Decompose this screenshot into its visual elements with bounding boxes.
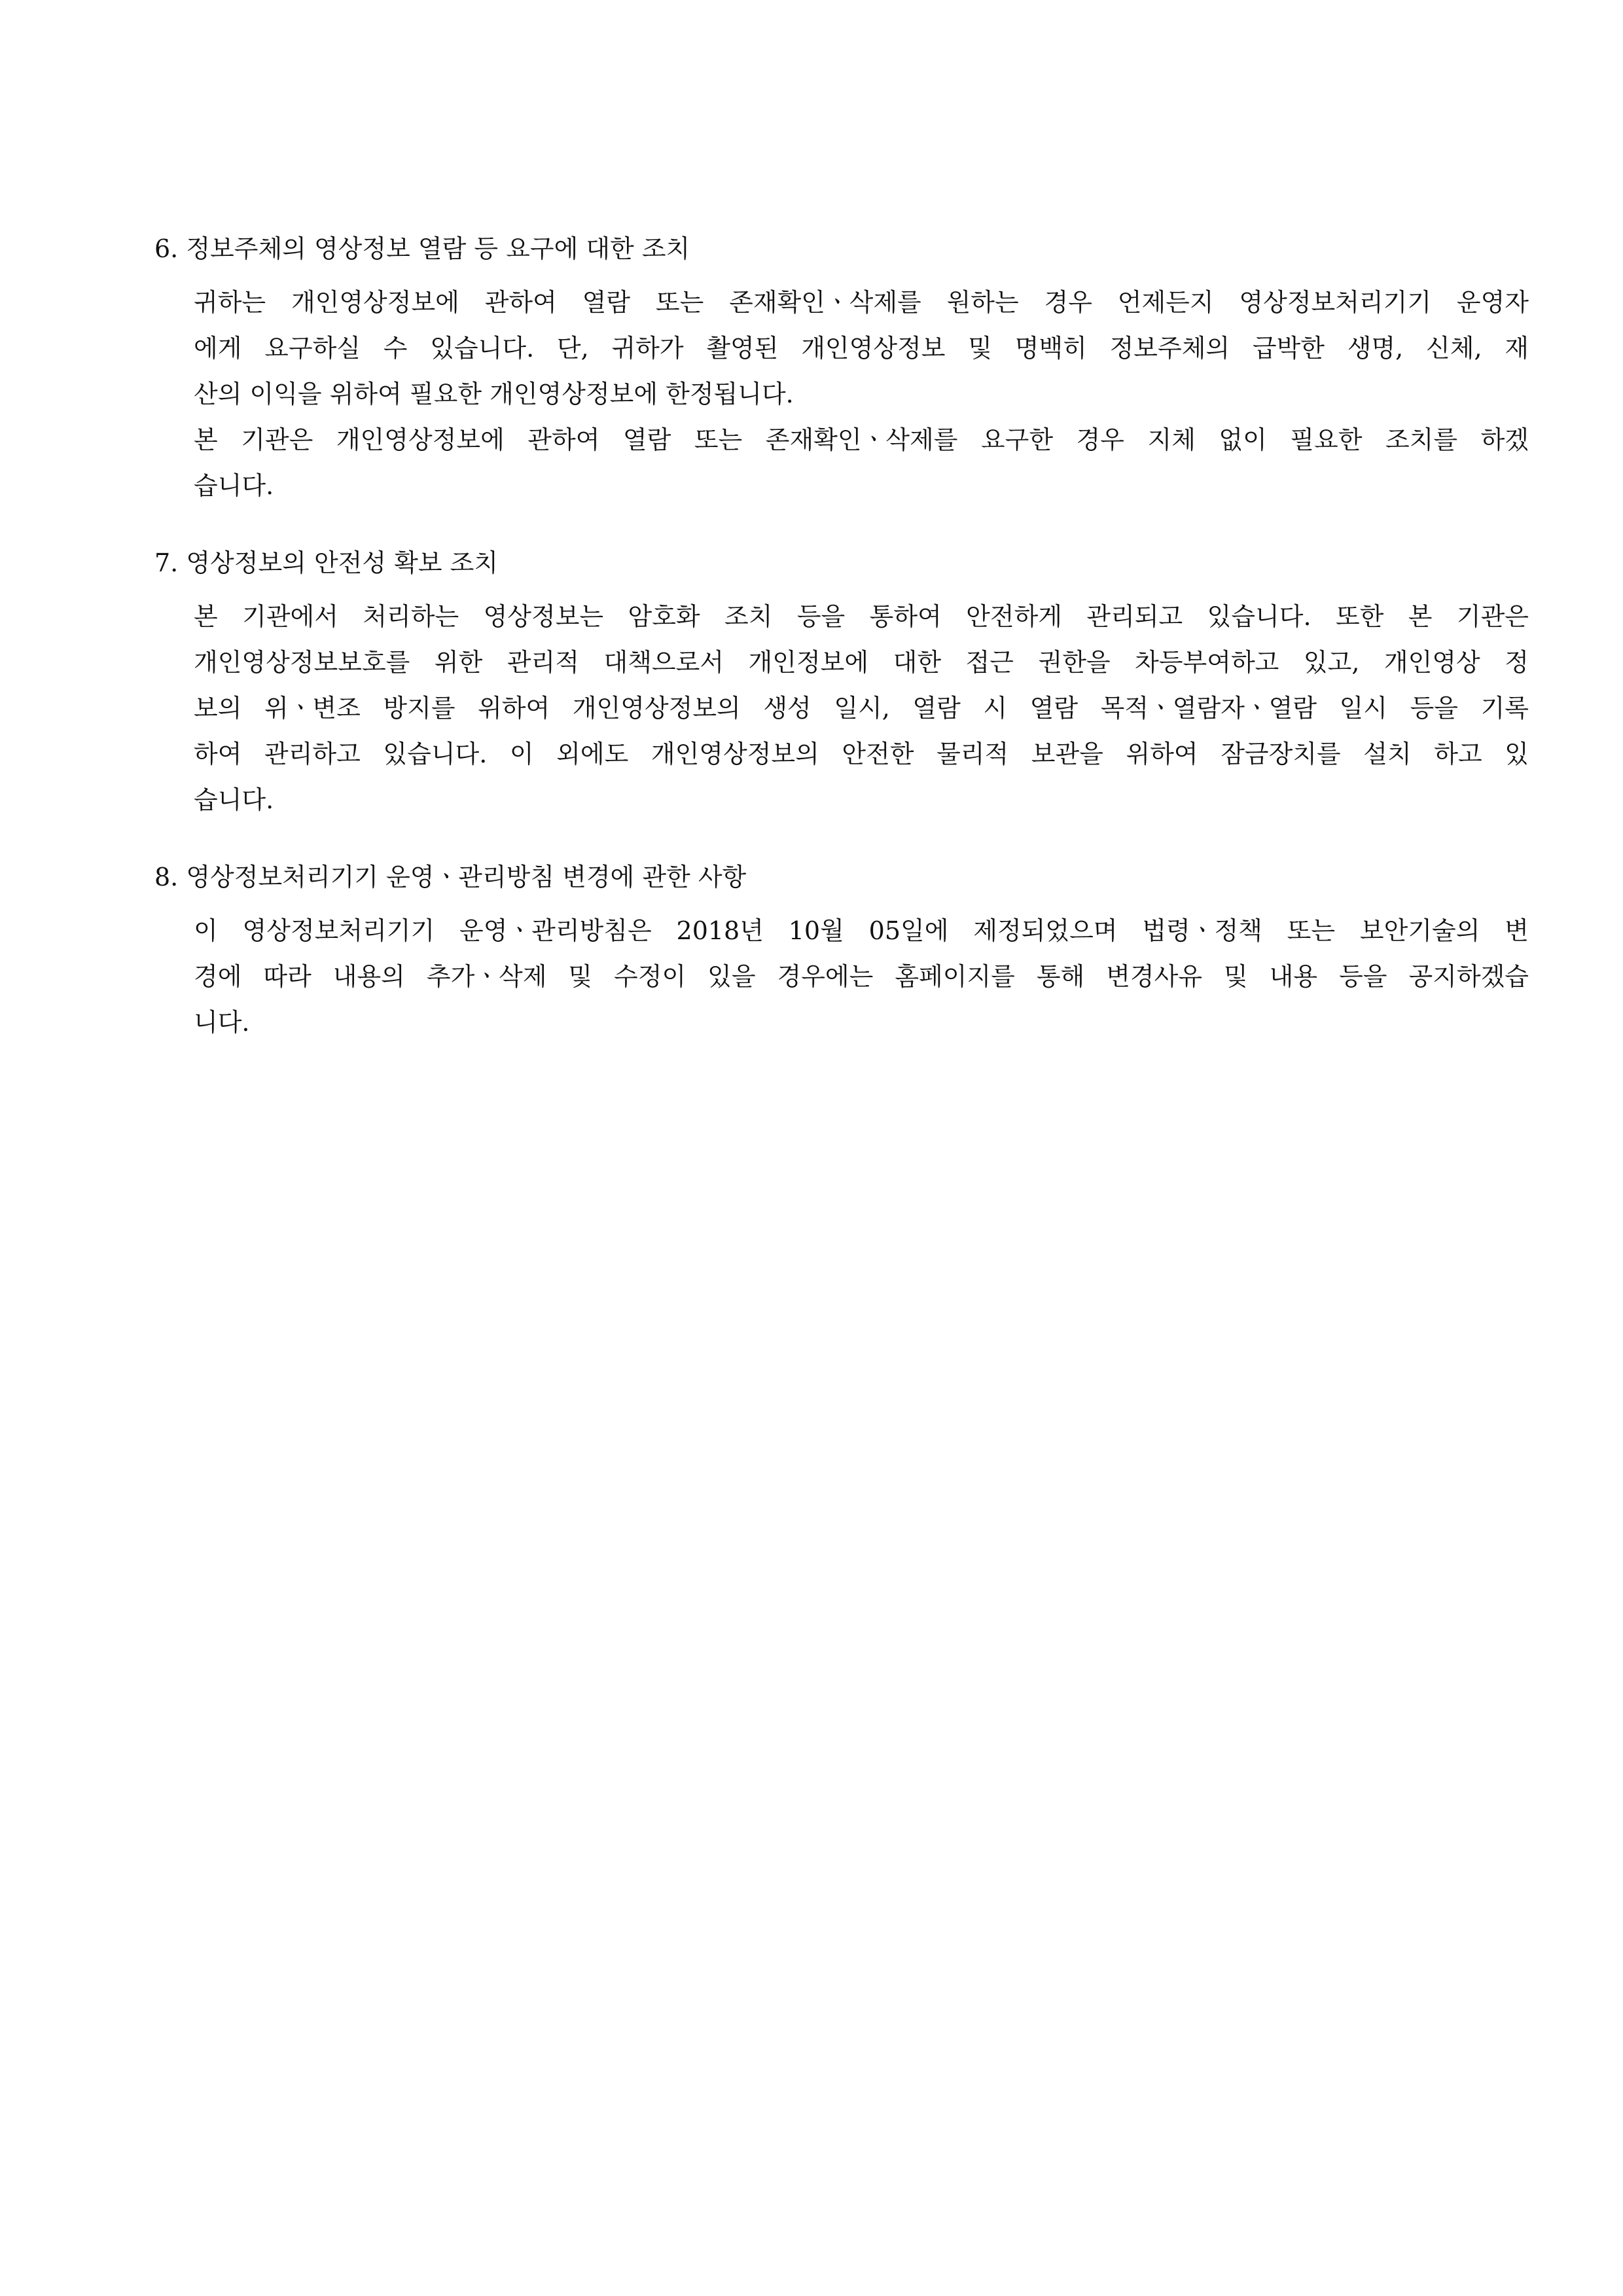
paragraph-line: 니다.: [194, 1008, 250, 1037]
section-7: [154, 540, 1529, 823]
paragraph-line: 귀하는 개인영상정보에 관하여 열람 또는 존재확인ㆍ삭제를 원하는 경우 언제든지 영상정보처리기기 운영자: [194, 288, 1529, 317]
paragraph-line: 본 기관에서 처리하는 영상정보는 암호화 조치 등을 통하여 안전하게 관리되고 있습니다. 또한 본 기관은: [194, 602, 1529, 631]
paragraph-line: 하여 관리하고 있습니다. 이 외에도 개인영상정보의 안전한 물리적 보관을 위하여 잠금장치를 설치 하고 있: [194, 740, 1529, 768]
paragraph-line: 본 기관은 개인영상정보에 관하여 열람 또는 존재확인ㆍ삭제를 요구한 경우 지체 없이 필요한 조치를 하겠: [194, 425, 1529, 454]
paragraph-line: 경에 따라 내용의 추가ㆍ삭제 및 수정이 있을 경우에는 홈페이지를 통해 변경사유 및 내용 등을 공지하겠습: [194, 962, 1529, 991]
paragraph-line: 개인영상정보보호를 위한 관리적 대책으로서 개인정보에 대한 접근 권한을 차등부여하고 있고, 개인영상 정: [194, 648, 1529, 677]
section-heading: 7. 영상정보의 안전성 확보 조치: [154, 548, 499, 577]
section-heading: 8. 영상정보처리기기 운영ㆍ관리방침 변경에 관한 사항: [154, 863, 747, 891]
paragraph-line: 습니다.: [194, 785, 274, 814]
paragraph-line: 습니다.: [194, 471, 274, 500]
paragraph-line: 에게 요구하실 수 있습니다. 단, 귀하가 촬영된 개인영상정보 및 명백히 정보주체의 급박한 생명, 신체, 재: [194, 334, 1529, 363]
section-heading: 6. 정보주체의 영상정보 열람 등 요구에 대한 조치: [154, 234, 690, 263]
section-6: [154, 226, 1529, 509]
section-8: [154, 854, 1529, 1045]
paragraph-line: 보의 위ㆍ변조 방지를 위하여 개인영상정보의 생성 일시, 열람 시 열람 목적ㆍ열람자ㆍ열람 일시 등을 기록: [194, 694, 1529, 723]
paragraph-line: 산의 이익을 위하여 필요한 개인영상정보에 한정됩니다.: [194, 380, 794, 408]
paragraph-line: 이 영상정보처리기기 운영ㆍ관리방침은 2018년 10월 05일에 제정되었으며 법령ㆍ정책 또는 보안기술의 변: [194, 916, 1529, 945]
